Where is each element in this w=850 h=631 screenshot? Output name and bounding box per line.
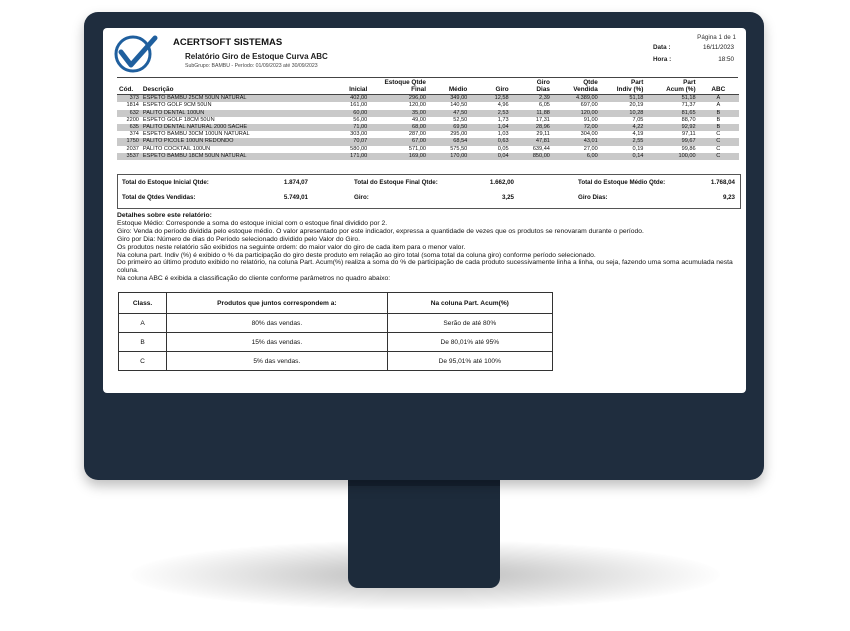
date-value: 16/11/2023 xyxy=(702,44,734,51)
cell-inicial: 71,00 xyxy=(326,124,369,131)
cell-indiv: 51,18 xyxy=(600,95,646,103)
table-row xyxy=(117,138,739,145)
total-final-label: Total do Estoque Final Qtde: xyxy=(354,179,438,186)
cell-cod: 632 xyxy=(117,110,141,117)
col-final: Estoque Qtde Final xyxy=(369,80,428,95)
abc-row-b xyxy=(119,333,553,352)
cell-abc: C xyxy=(716,131,721,138)
cell-final: 571,00 xyxy=(408,145,426,152)
total-inicial-label: Total do Estoque Inicial Qtde: xyxy=(122,179,209,186)
monitor-stand xyxy=(348,478,500,588)
cell-abc: C xyxy=(698,138,739,145)
col-cod: Cód. xyxy=(117,80,141,95)
cell-vendida: 304,00 xyxy=(580,131,598,138)
cell-giro: 0,63 xyxy=(469,138,510,145)
table-row xyxy=(117,124,739,131)
cell-giro: 1,73 xyxy=(497,116,509,123)
col-part-acum: Part Acum (%) xyxy=(645,80,697,95)
cell-desc: ESPETO GOLF 9CM 50UN xyxy=(142,102,212,109)
cell-acum: 81,65 xyxy=(645,110,697,117)
abc-cell: 15% das vendas. xyxy=(167,333,388,352)
abc-row-a xyxy=(119,314,553,333)
cell-inicial: 580,00 xyxy=(350,145,368,152)
stock-table-header xyxy=(117,80,739,95)
cell-vendida: 43,01 xyxy=(552,138,600,145)
table-row xyxy=(117,117,739,124)
details-line: Giro: Venda do período dividida pelo estoque médio. O valor apresentado por este indicador, expressa a quantidade de vezes que os produtos se renovaram durante o período. xyxy=(117,227,644,235)
abc-cell: Serão de até 80% xyxy=(387,314,552,333)
cell-inicial: 60,00 xyxy=(326,110,369,117)
abc-header-products: Produtos que juntos correspondem a: xyxy=(167,293,388,314)
cell-dias: 29,11 xyxy=(536,131,550,138)
total-final-value: 1.662,00 xyxy=(489,179,514,186)
cell-dias: 11,88 xyxy=(511,110,552,117)
abc-cell: A xyxy=(119,314,167,333)
cell-inicial: 161,00 xyxy=(350,102,368,109)
total-medio-label: Total do Estoque Médio Qtde: xyxy=(578,179,666,186)
abc-cell: C xyxy=(119,352,167,371)
cell-vendida: 4.389,00 xyxy=(552,95,600,103)
cell-acum: 100,00 xyxy=(645,153,697,160)
total-dias-label: Giro Dias: xyxy=(578,194,608,201)
cell-vendida: 72,00 xyxy=(552,124,600,131)
cell-abc: B xyxy=(698,110,739,117)
cell-cod: 635 xyxy=(117,124,141,131)
cell-giro: 0,04 xyxy=(469,153,510,160)
details-line: Na coluna part. Indiv (%) é exibido o % da participação do giro deste produto em relação ao giro total (soma total da coluna giro) conforme período selecionado. xyxy=(117,251,596,259)
cell-acum: 71,37 xyxy=(681,102,696,109)
cell-desc: ESPETO BAMBU 25CM 50UN NATURAL xyxy=(141,95,326,103)
total-dias-value: 9,23 xyxy=(722,194,735,201)
details-section xyxy=(117,212,742,283)
cell-indiv: 7,05 xyxy=(632,116,644,123)
cell-dias: 6,05 xyxy=(539,102,550,109)
total-vendidas-label: Total de Qtdes Vendidas: xyxy=(122,194,196,201)
cell-cod: 3537 xyxy=(117,153,141,160)
cell-desc: PALITO PICOLE 100UN REDONDO xyxy=(141,138,326,145)
acertsoft-logo-icon xyxy=(113,34,159,74)
cell-dias: 639,44 xyxy=(532,145,550,152)
table-row xyxy=(117,131,739,138)
report-screen xyxy=(103,28,746,393)
stock-table-body xyxy=(117,95,739,160)
cell-desc: ESPETO BAMBU 18CM 50UN NATURAL xyxy=(141,153,326,160)
cell-inicial: 171,00 xyxy=(326,153,369,160)
cell-acum: 88,70 xyxy=(681,116,696,123)
cell-acum: 92,92 xyxy=(645,124,697,131)
table-row xyxy=(117,146,739,153)
company-name: ACERTSOFT SISTEMAS xyxy=(173,37,283,48)
table-row xyxy=(117,153,739,160)
cell-abc: C xyxy=(716,145,721,152)
cell-indiv: 4,19 xyxy=(632,131,644,138)
cell-giro: 1,03 xyxy=(497,131,509,138)
cell-final: 68,00 xyxy=(369,124,428,131)
cell-final: 169,00 xyxy=(369,153,428,160)
cell-giro: 12,58 xyxy=(469,95,510,103)
cell-dias: 28,96 xyxy=(511,124,552,131)
total-vendidas-value: 5.749,01 xyxy=(283,194,308,201)
cell-vendida: 697,00 xyxy=(580,102,598,109)
cell-final: 287,00 xyxy=(408,131,426,138)
details-line: Estoque Médio: Corresponde a soma do estoque inicial com o estoque final dividido por 2. xyxy=(117,219,388,227)
cell-giro: 0,05 xyxy=(497,145,509,152)
cell-inicial: 303,00 xyxy=(350,131,368,138)
cell-dias: 47,81 xyxy=(511,138,552,145)
cell-giro: 4,96 xyxy=(497,102,509,109)
cell-cod: 1750 xyxy=(117,138,141,145)
totals-box xyxy=(117,174,741,209)
col-abc: ABC xyxy=(698,80,739,95)
cell-abc: B xyxy=(716,116,721,123)
cell-vendida: 6,00 xyxy=(552,153,600,160)
abc-header-class: Class. xyxy=(119,293,167,314)
cell-dias: 2,39 xyxy=(511,95,552,103)
cell-desc: PALITO DENTAL 100UN xyxy=(141,110,326,117)
abc-cell: 80% das vendas. xyxy=(167,314,388,333)
details-line: Giro por Dia: Número de dias do Período selecionado dividido pelo Valor do Giro. xyxy=(117,235,361,243)
cell-final: 49,00 xyxy=(411,116,426,123)
abc-cell: 5% das vendas. xyxy=(167,352,388,371)
cell-indiv: 4,22 xyxy=(600,124,646,131)
cell-vendida: 120,00 xyxy=(552,110,600,117)
table-row xyxy=(117,110,739,117)
col-inicial: Inicial xyxy=(326,80,369,95)
details-title: Detalhes sobre este relatório: xyxy=(117,212,212,219)
abc-row-c xyxy=(119,352,553,371)
cell-inicial: 70,07 xyxy=(326,138,369,145)
cell-medio: 170,00 xyxy=(428,153,469,160)
cell-medio: 69,50 xyxy=(428,124,469,131)
cell-indiv: 0,14 xyxy=(600,153,646,160)
abc-table-header xyxy=(119,293,553,314)
abc-cell: B xyxy=(119,333,167,352)
report-subtitle: SubGrupo: BAMBU - Período: 01/09/2023 até 30/09/2023 xyxy=(185,63,318,69)
header-divider xyxy=(117,77,738,78)
cell-abc: A xyxy=(698,95,739,103)
cell-giro: 1,04 xyxy=(469,124,510,131)
details-line: Na coluna ABC é exibida a classificação do cliente conforme parâmetros no quadro abaixo: xyxy=(117,275,391,283)
col-giro-dias: Giro Dias xyxy=(511,80,552,95)
cell-vendida: 91,00 xyxy=(583,116,598,123)
cell-medio: 47,50 xyxy=(428,110,469,117)
cell-final: 120,00 xyxy=(408,102,426,109)
abc-cell: De 80,01% até 95% xyxy=(387,333,552,352)
col-descricao: Descrição xyxy=(141,80,326,95)
report-title: Relatório Giro de Estoque Curva ABC xyxy=(185,52,328,61)
cell-abc: B xyxy=(698,124,739,131)
abc-header-acum: Na coluna Part. Acum(%) xyxy=(387,293,552,314)
cell-cod: 2037 xyxy=(126,145,139,152)
cell-medio: 295,00 xyxy=(450,131,468,138)
cell-acum: 51,18 xyxy=(645,95,697,103)
total-giro-value: 3,25 xyxy=(501,194,514,201)
cell-desc: PALITO COCKTAIL 100UN xyxy=(142,145,211,152)
cell-dias: 850,00 xyxy=(511,153,552,160)
table-row xyxy=(117,102,739,109)
details-line: Do primeiro ao último produto exibido no relatório, na coluna Part. Acum(%) realiza a soma do % de participação de cada produto sucessivamente linha a linha, ou seja, fazendo uma soma acumulada nesta coluna. xyxy=(117,259,733,275)
total-inicial-value: 1.874,07 xyxy=(283,179,308,186)
cell-desc: ESPETO GOLF 18CM 50UN xyxy=(142,116,215,123)
cell-abc: C xyxy=(698,153,739,160)
cell-desc: PALITO DENTAL NATURAL 2000 SACHE xyxy=(141,124,326,131)
col-vendida: Qtde Vendida xyxy=(552,80,600,95)
col-part-indiv: Part Indiv (%) xyxy=(600,80,646,95)
date-label: Data : xyxy=(653,44,671,51)
cell-indiv: 10,28 xyxy=(600,110,646,117)
cell-dias: 17,31 xyxy=(535,116,550,123)
cell-final: 67,00 xyxy=(369,138,428,145)
cell-cod: 374 xyxy=(129,131,139,138)
cell-final: 296,00 xyxy=(369,95,428,103)
abc-cell: De 95,01% até 100% xyxy=(387,352,552,371)
total-giro-label: Giro: xyxy=(354,194,369,201)
cell-vendida: 27,00 xyxy=(583,145,598,152)
abc-class-table xyxy=(118,292,553,371)
col-medio: Médio xyxy=(428,80,469,95)
cell-medio: 68,54 xyxy=(428,138,469,145)
cell-acum: 97,11 xyxy=(682,131,696,138)
total-medio-value: 1.768,04 xyxy=(710,179,735,186)
cell-desc: ESPETO BAMBU 30CM 100UN NATURAL xyxy=(142,131,250,138)
stock-table xyxy=(117,80,739,160)
cell-medio: 349,00 xyxy=(428,95,469,103)
table-row xyxy=(117,95,739,103)
cell-inicial: 56,00 xyxy=(353,116,368,123)
cell-indiv: 0,19 xyxy=(632,145,644,152)
cell-final: 35,00 xyxy=(369,110,428,117)
cell-medio: 52,50 xyxy=(453,116,468,123)
cell-indiv: 20,19 xyxy=(629,102,644,109)
cell-medio: 140,50 xyxy=(450,102,468,109)
cell-medio: 575,50 xyxy=(450,145,468,152)
col-giro: Giro xyxy=(469,80,510,95)
cell-acum: 99,86 xyxy=(681,145,696,152)
details-line: Os produtos neste relatório são exibidos na seguinte ordem: do maior valor do giro de cada item para o menor valor. xyxy=(117,243,466,251)
cell-inicial: 402,00 xyxy=(326,95,369,103)
cell-cod: 2200 xyxy=(126,116,139,123)
cell-giro: 2,53 xyxy=(469,110,510,117)
cell-cod: 1814 xyxy=(126,102,139,109)
time-value: 18:50 xyxy=(718,56,734,63)
page-indicator: Página 1 de 1 xyxy=(697,34,736,41)
cell-abc: A xyxy=(716,102,721,109)
cell-cod: 373 xyxy=(117,95,141,103)
time-label: Hora : xyxy=(653,56,672,63)
cell-acum: 99,67 xyxy=(645,138,697,145)
cell-indiv: 2,55 xyxy=(600,138,646,145)
